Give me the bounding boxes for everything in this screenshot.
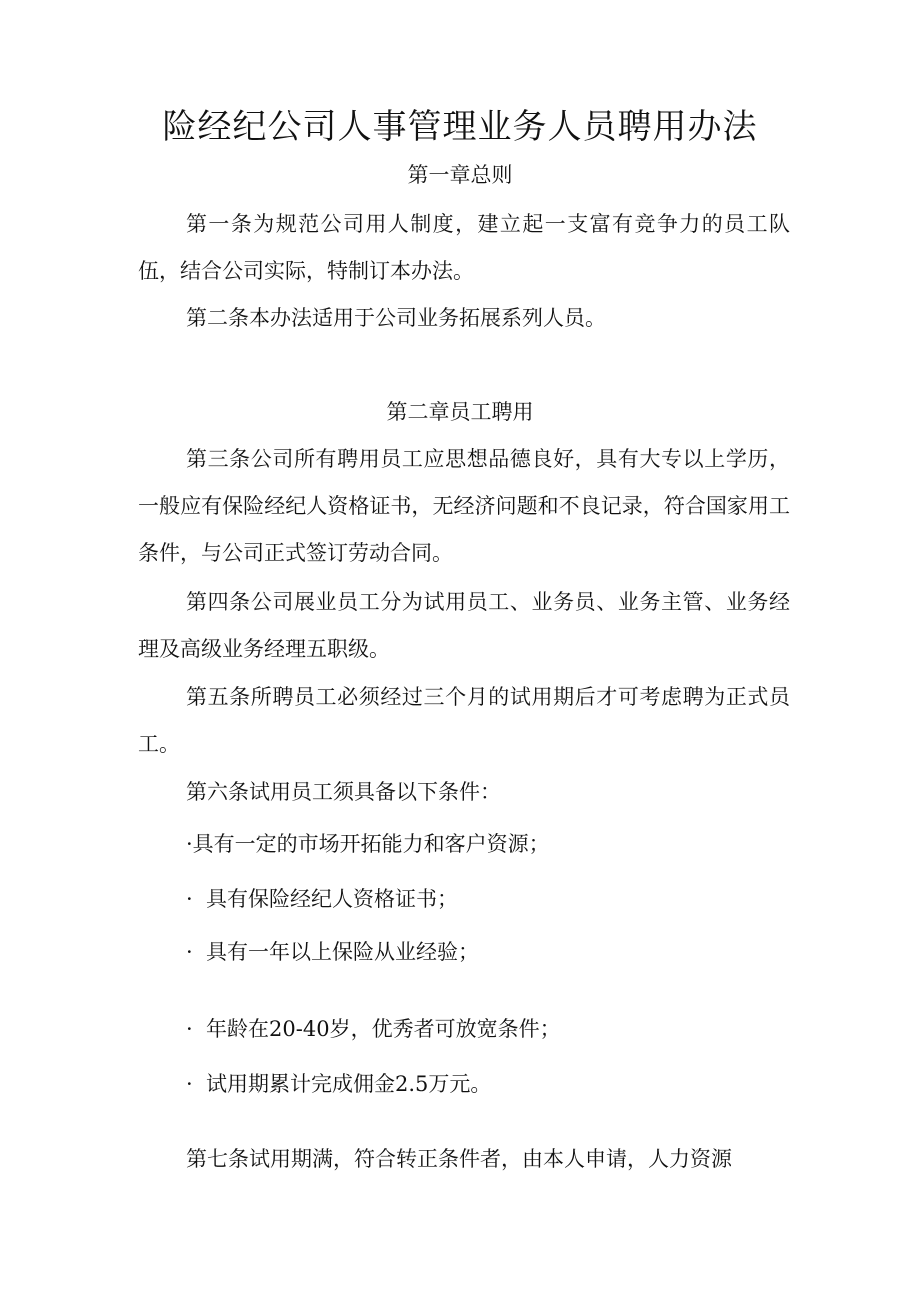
chapter-2-heading: 第二章员工聘用	[386, 400, 534, 424]
requirement-item: · 试用期累计完成佣金2.5万元。	[186, 1072, 492, 1096]
requirement-item: ·具有一定的市场开拓能力和客户资源；	[186, 832, 550, 856]
article-7-paragraph: 第七条试用期满，符合转正条件者，由本人申请，人力资源	[186, 1147, 732, 1171]
article-2-paragraph: 第二条本办法适用于公司业务拓展系列人员。	[186, 306, 606, 330]
article-3-paragraph: 第三条公司所有聘用员工应思想品德良好，具有大专以上学历，一般应有保险经纪人资格证书，无经济问题和不良记录，符合国家用工条件，与公司正式签订劳动合同。	[138, 447, 790, 565]
article-4-paragraph: 第四条公司展业员工分为试用员工、业务员、业务主管、业务经理及高级业务经理五职级。	[138, 590, 790, 661]
chapter-1-heading: 第一章总则	[407, 163, 513, 187]
requirement-item: · 具有一年以上保险从业经验；	[186, 940, 480, 964]
document-title: 险经纪公司人事管理业务人员聘用办法	[162, 107, 758, 147]
requirement-item: · 年龄在20-40岁，优秀者可放宽条件；	[186, 1017, 561, 1041]
requirement-item: · 具有保险经纪人资格证书；	[186, 887, 459, 911]
article-1-paragraph: 第一条为规范公司用人制度，建立起一支富有竞争力的员工队伍，结合公司实际，特制订本办法。	[138, 212, 790, 283]
article-6-paragraph: 第六条试用员工须具备以下条件：	[186, 780, 501, 804]
article-5-paragraph: 第五条所聘员工必须经过三个月的试用期后才可考虑聘为正式员工。	[138, 685, 790, 756]
